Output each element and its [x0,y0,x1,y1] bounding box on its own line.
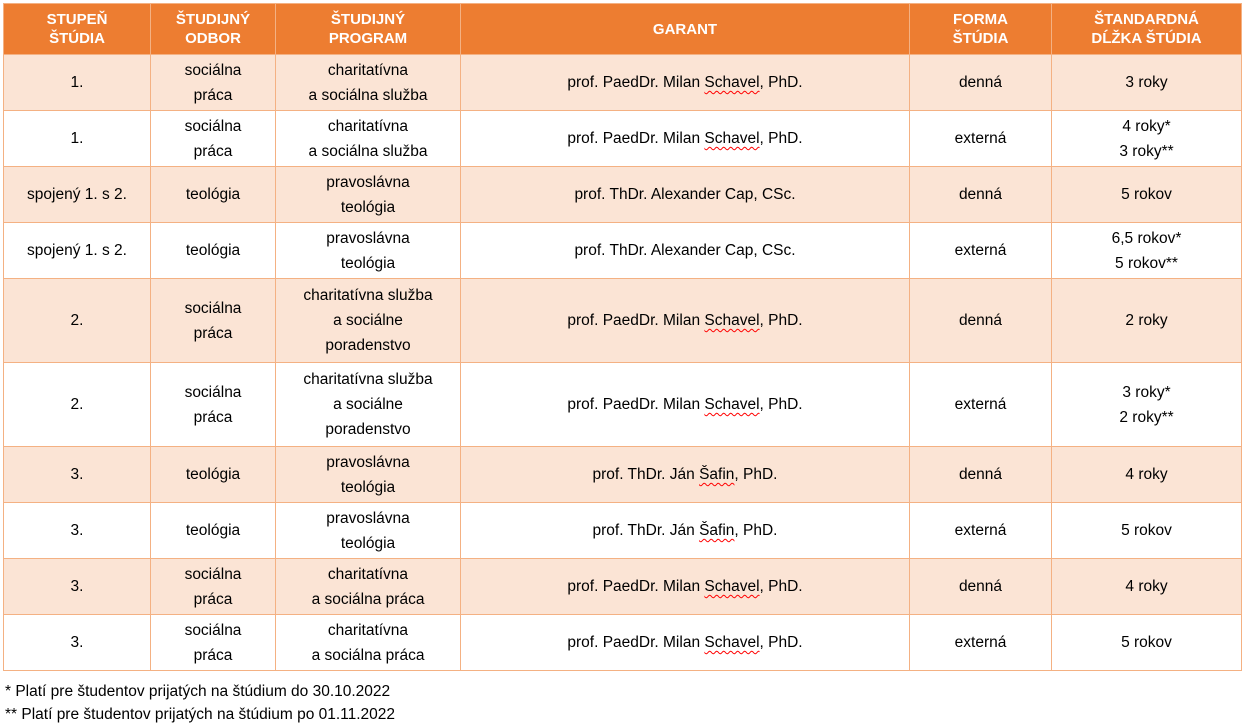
cell-program-line: poradenstvo [325,337,411,354]
table-row [4,559,1242,615]
cell-garant [461,503,910,559]
cell-program-line: pravoslávna [326,173,410,191]
cell-forma: denná [910,447,1052,503]
table-row [4,615,1242,671]
header-odbor: ŠTUDIJNÝ ODBOR [151,4,276,55]
header-dlzka: ŠTANDARDNÁ DĹŽKA ŠTÚDIA [1052,4,1242,55]
garant-pre: prof. PaedDr. Milan [567,130,705,147]
footnote: ** Platí pre študentov prijatých na štúdium po 01.11.2022 [5,706,396,723]
cell-stupen: 3. [4,615,151,671]
cell-odbor [151,55,276,111]
cell-dlzka [1052,447,1242,503]
cell-program-line: charitatívna [327,621,409,639]
cell-program-line: a sociálna služba [308,142,428,160]
garant-pre: prof. ThDr. Ján [592,522,700,539]
cell-program [276,503,461,559]
cell-odbor-line: teológia [185,242,241,259]
cell-garant [461,111,910,167]
table-row [4,447,1242,503]
header-forma: FORMA ŠTÚDIA [910,4,1052,55]
garant-pre: prof. PaedDr. Milan [567,634,705,651]
cell-stupen: 3. [4,503,151,559]
cell-forma: externá [910,111,1052,167]
cell-odbor-line: práca [193,408,233,426]
cell-dlzka-line: 6,5 rokov* [1111,229,1182,247]
garant-sq: Schavel [704,312,760,329]
cell-program-line: pravoslávna [326,509,410,527]
garant-sq: Schavel [704,396,760,413]
cell-dlzka [1052,223,1242,279]
table-row [4,363,1242,447]
garant-pre: prof. PaedDr. Milan [567,396,705,413]
cell-dlzka-line: 4 roky [1125,578,1168,595]
cell-program-line: a sociálne [333,312,403,329]
cell-program [276,111,461,167]
cell-program-line: teológia [340,254,396,272]
footnote: * Platí pre študentov prijatých na štúdium do 30.10.2022 [5,683,391,700]
cell-odbor-line: sociálna [184,61,242,79]
cell-stupen: 3. [4,559,151,615]
garant-pre: prof. ThDr. Alexander Cap, CSc. [574,186,796,203]
cell-odbor-line: sociálna [184,565,242,583]
cell-program [276,167,461,223]
garant-pre: prof. PaedDr. Milan [567,578,705,595]
cell-dlzka [1052,559,1242,615]
garant-pre: prof. ThDr. Alexander Cap, CSc. [574,242,796,259]
cell-dlzka [1052,279,1242,363]
cell-dlzka-line: 5 rokov [1121,634,1172,651]
cell-dlzka [1052,503,1242,559]
study-programs-table [3,3,1242,671]
cell-stupen: 1. [4,111,151,167]
cell-forma: denná [910,559,1052,615]
footnotes [5,680,395,726]
cell-program-line: pravoslávna [326,453,410,471]
cell-program-line: teológia [340,478,396,496]
cell-odbor-line: teológia [185,466,241,483]
cell-garant [461,223,910,279]
garant-post: , PhD. [759,312,803,329]
cell-odbor-line: práca [193,590,233,608]
cell-program-line: charitatívna [327,117,409,135]
cell-program-line: poradenstvo [325,421,411,438]
cell-program-line: charitatívna [327,565,409,583]
table-row [4,55,1242,111]
cell-dlzka [1052,615,1242,671]
header-row [4,4,1242,55]
garant-post: , PhD. [759,396,803,413]
cell-dlzka-line: 3 roky* [1122,383,1171,401]
cell-odbor [151,503,276,559]
cell-program-line: a sociálna práca [311,590,425,608]
cell-odbor-line: sociálna [184,383,242,401]
cell-program [276,447,461,503]
cell-dlzka-line: 2 roky [1125,312,1168,329]
header-stupen: STUPEŇ ŠTÚDIA [4,4,151,55]
garant-post: , PhD. [759,130,803,147]
cell-dlzka [1052,363,1242,447]
cell-program-line: teológia [340,198,396,216]
garant-pre: prof. ThDr. Ján [592,466,700,483]
garant-pre: prof. PaedDr. Milan [567,74,705,91]
cell-odbor [151,111,276,167]
cell-dlzka-line: 5 rokov [1121,186,1172,203]
cell-dlzka-line: 5 rokov [1121,522,1172,539]
cell-forma: externá [910,363,1052,447]
cell-dlzka [1052,111,1242,167]
cell-program-line: pravoslávna [326,229,410,247]
cell-garant [461,363,910,447]
cell-forma: denná [910,279,1052,363]
cell-odbor-line: práca [193,86,233,104]
garant-sq: Šafin [699,522,735,539]
cell-dlzka-line: 3 roky** [1119,142,1174,160]
header-program: ŠTUDIJNÝ PROGRAM [276,4,461,55]
cell-program [276,363,461,447]
cell-odbor-line: sociálna [184,299,242,317]
cell-stupen: 2. [4,363,151,447]
cell-dlzka-line: 2 roky** [1119,408,1174,426]
table-row [4,111,1242,167]
cell-odbor [151,279,276,363]
cell-garant [461,447,910,503]
header-garant: GARANT [461,4,910,55]
cell-program-line: charitatívna služba [303,287,433,304]
cell-forma: denná [910,167,1052,223]
table-row [4,223,1242,279]
cell-program [276,55,461,111]
cell-dlzka-line: 3 roky [1125,74,1168,91]
table-row [4,503,1242,559]
cell-forma: externá [910,615,1052,671]
garant-sq: Schavel [704,74,760,91]
garant-post: , PhD. [734,522,778,539]
cell-odbor-line: teológia [185,186,241,203]
cell-odbor [151,363,276,447]
cell-stupen: 1. [4,55,151,111]
cell-stupen: 3. [4,447,151,503]
cell-garant [461,55,910,111]
cell-odbor-line: teológia [185,522,241,539]
cell-odbor [151,223,276,279]
cell-stupen: spojený 1. s 2. [4,167,151,223]
garant-sq: Šafin [699,466,735,483]
garant-sq: Schavel [704,130,760,147]
cell-stupen: spojený 1. s 2. [4,223,151,279]
cell-odbor-line: sociálna [184,117,242,135]
cell-odbor-line: práca [193,324,233,342]
table-row [4,167,1242,223]
cell-dlzka-line: 5 rokov** [1115,254,1178,272]
cell-program [276,279,461,363]
garant-post: , PhD. [734,466,778,483]
cell-program-line: charitatívna [327,61,409,79]
cell-odbor [151,615,276,671]
cell-forma: externá [910,503,1052,559]
cell-odbor-line: práca [193,646,233,664]
cell-program-line: a sociálna práca [311,646,425,664]
garant-sq: Schavel [704,634,760,651]
cell-garant [461,559,910,615]
cell-odbor [151,559,276,615]
cell-program [276,615,461,671]
cell-odbor-line: sociálna [184,621,242,639]
garant-post: , PhD. [759,634,803,651]
cell-garant [461,279,910,363]
garant-post: , PhD. [759,578,803,595]
garant-pre: prof. PaedDr. Milan [567,312,705,329]
cell-dlzka-line: 4 roky* [1122,117,1171,135]
cell-odbor [151,167,276,223]
cell-dlzka [1052,55,1242,111]
cell-dlzka-line: 4 roky [1125,466,1168,483]
cell-forma: externá [910,223,1052,279]
cell-program-line: teológia [340,534,396,552]
cell-stupen: 2. [4,279,151,363]
cell-odbor [151,447,276,503]
table-row [4,279,1242,363]
garant-sq: Schavel [704,578,760,595]
cell-program [276,223,461,279]
cell-program [276,559,461,615]
cell-odbor-line: práca [193,142,233,160]
cell-garant [461,615,910,671]
cell-forma: denná [910,55,1052,111]
garant-post: , PhD. [759,74,803,91]
cell-program-line: charitatívna služba [303,371,433,388]
cell-garant [461,167,910,223]
cell-dlzka [1052,167,1242,223]
cell-program-line: a sociálne [333,396,403,413]
cell-program-line: a sociálna služba [308,86,428,104]
